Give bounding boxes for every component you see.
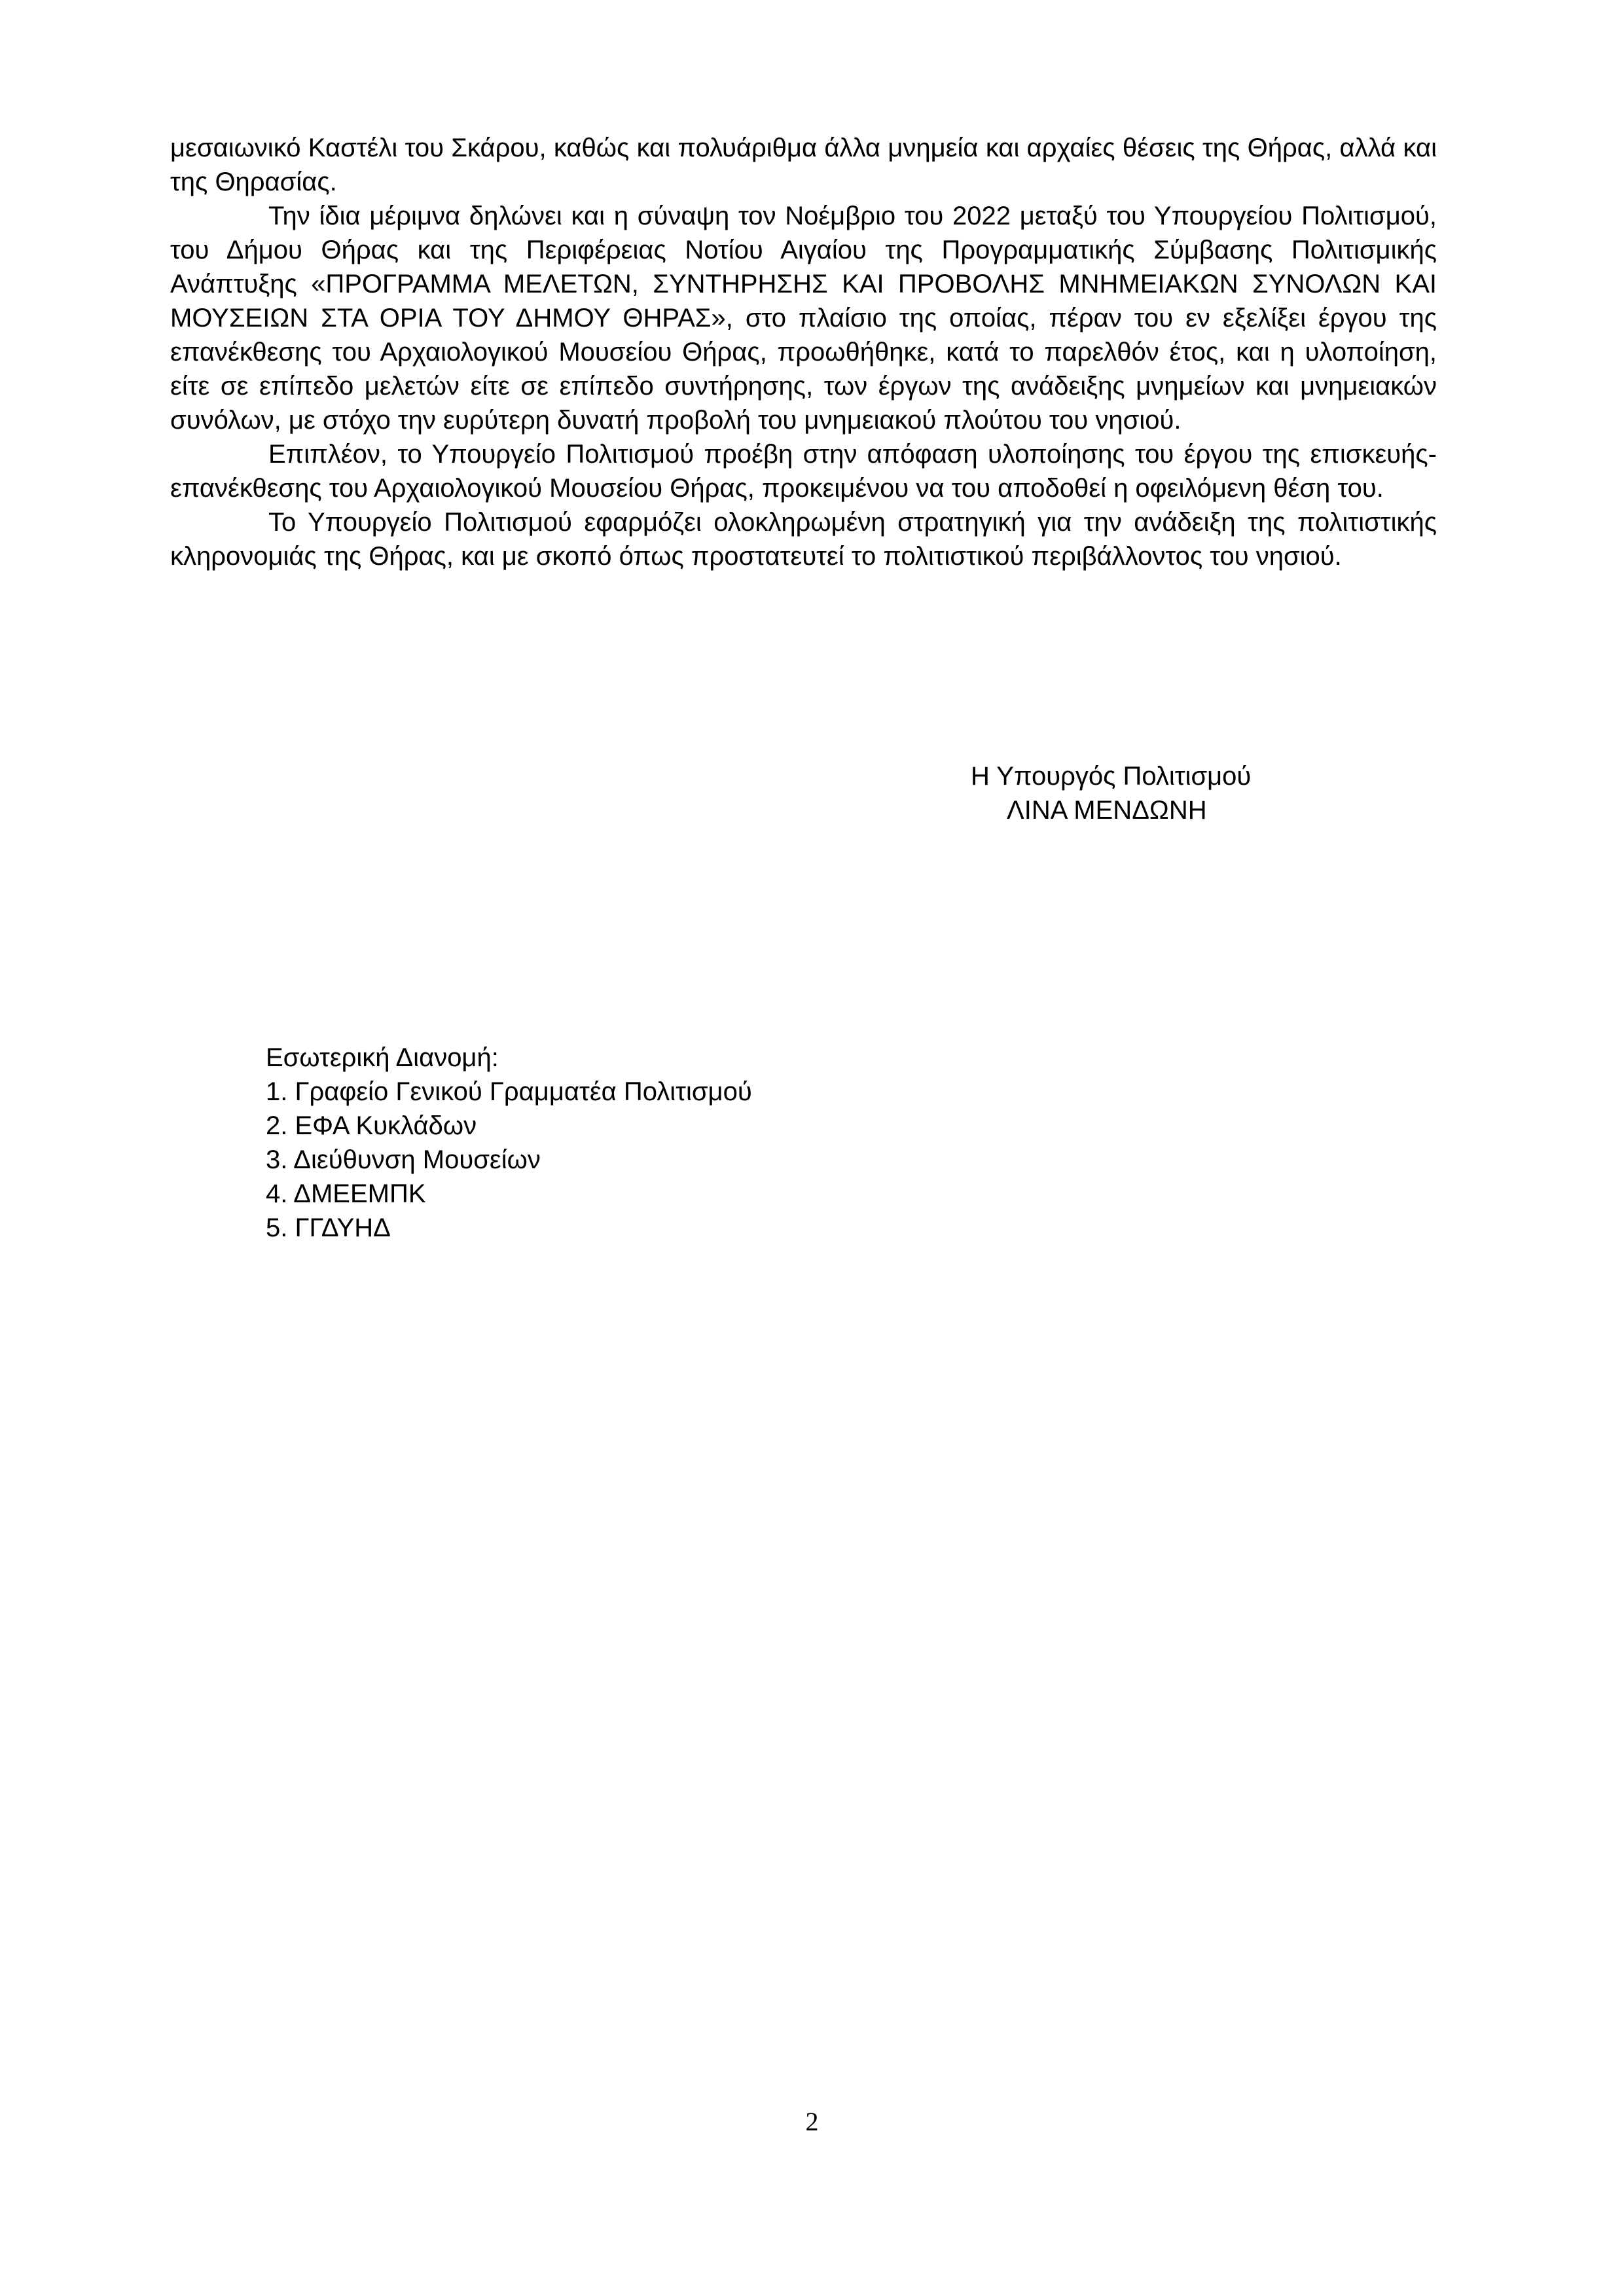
signature-title: Η Υπουργός Πολιτισμού (971, 762, 1252, 791)
page-number: 2 (805, 2107, 819, 2136)
distribution-list (266, 1075, 1051, 1245)
distribution-item: 4. ΔΜΕΕΜΠΚ (266, 1179, 426, 1208)
distribution-item: 2. ΕΦΑ Κυκλάδων (266, 1111, 477, 1140)
distribution-item: 3. Διεύθυνση Μουσείων (266, 1145, 541, 1174)
body-text (170, 131, 1437, 573)
internal-distribution (266, 1041, 1051, 1245)
distribution-item: 5. ΓΓΔΥΗΔ (266, 1213, 391, 1242)
paragraph-continuation: μεσαιωνικό Καστέλι του Σκάρου, καθώς και πολυάριθμα άλλα μνημεία και αρχαίες θέσεις της Θήρας, αλλά και της Θηρασίας. (170, 134, 1437, 196)
distribution-heading: Εσωτερική Διανομή: (266, 1043, 499, 1072)
signature-name: ΛΙΝΑ ΜΕΝΔΩΝΗ (1007, 796, 1207, 825)
paragraph-museum-renovation: Επιπλέον, το Υπουργείο Πολιτισμού προέβη στην απόφαση υλοποίησης του έργου της επισκευής-επανέκθεσης του Αρχαιολογικού Μουσείου Θήρας, προκειμένου να του αποδοθεί η οφειλόμενη θέση του. (170, 440, 1437, 503)
paragraph-strategy: Το Υπουργείο Πολιτισμού εφαρμόζει ολοκληρωμένη στρατηγική για την ανάδειξη της πολιτιστικής κληρονομιάς της Θήρας, και με σκοπό όπως προστατευτεί το πολιτιστικού περιβάλλοντος του νησιού. (170, 508, 1437, 571)
signature-block (971, 759, 1429, 827)
distribution-item: 1. Γραφείο Γενικού Γραμματέα Πολιτισμού (266, 1077, 752, 1106)
paragraph-programmatic-agreement: Την ίδια μέριμνα δηλώνει και η σύναψη τον Νοέμβριο του 2022 μεταξύ του Υπουργείου Πολιτισμού, του Δήμου Θήρας και της Περιφέρειας Νοτίου Αιγαίου της Προγραμματικής Σύμβασης Πολιτισμικής Ανάπτυξης «ΠΡΟΓΡΑΜΜΑ ΜΕΛΕΤΩΝ, ΣΥΝΤΗΡΗΣΗΣ ΚΑΙ ΠΡΟΒΟΛΗΣ ΜΝΗΜΕΙΑΚΩΝ ΣΥΝΟΛΩΝ ΚΑΙ ΜΟΥΣΕΙΩΝ ΣΤΑ ΟΡΙΑ ΤΟΥ ΔΗΜΟΥ ΘΗΡΑΣ», στο πλαίσιο της οποίας, πέραν του εν εξελίξει έργου της επανέκθεσης του Αρχαιολογικού Μουσείου Θήρας, προωθήθηκε, κατά το παρελθόν έτος, και η υλοποίηση, είτε σε επίπεδο μελετών είτε σε επίπεδο συντήρησης, των έργων της ανάδειξης μνημείων και μνημειακών συνόλων, με στόχο την ευρύτερη δυνατή προβολή του μνημειακού πλούτου του νησιού. (170, 202, 1437, 435)
